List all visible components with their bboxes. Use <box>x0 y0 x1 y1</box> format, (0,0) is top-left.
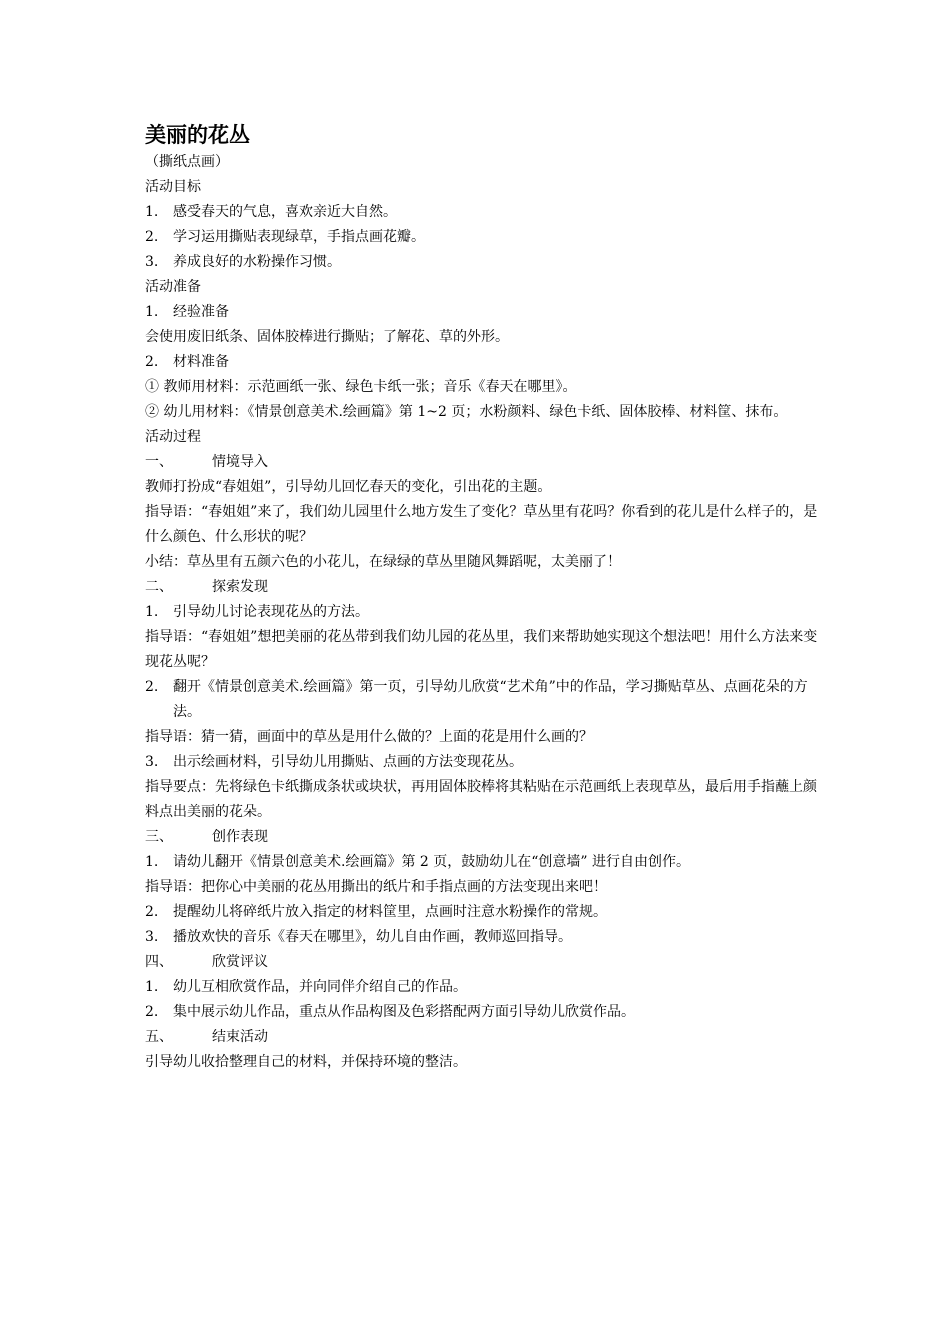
section-number: 四、 <box>145 954 173 970</box>
prep-number: 1. <box>145 304 159 320</box>
section-label: 结束活动 <box>212 1029 268 1045</box>
goal-text: 感受春天的气息，喜欢亲近大自然。 <box>173 204 397 220</box>
section-label: 情境导入 <box>212 454 268 470</box>
section-label: 创作表现 <box>212 829 268 845</box>
paragraph: 教师打扮成“春姐姐”，引导幼儿回忆春天的变化，引出花的主题。 <box>145 479 552 495</box>
section-heading <box>145 575 825 600</box>
item-number: 3. <box>145 929 159 945</box>
list-item <box>145 975 825 1000</box>
goal-item <box>145 250 825 275</box>
section-number: 三、 <box>145 829 173 845</box>
list-item <box>145 1000 825 1025</box>
list-item <box>145 750 825 775</box>
guide-paragraph: 指导要点：先将绿色卡纸撕成条状或块状，再用固体胶棒将其粘贴在示范画纸上表现草丛，最后用手指蘸上颜料点出美丽的花朵。 <box>145 779 817 820</box>
item-text: 翻开《情景创意美术.绘画篇》第一页，引导幼儿欣赏“艺术角”中的作品，学习撕贴草丛、点画花朵的方法。 <box>173 679 808 720</box>
prep-label: 材料准备 <box>173 354 229 370</box>
item-number: 2. <box>145 1004 159 1020</box>
item-text: 提醒幼儿将碎纸片放入指定的材料筐里，点画时注意水粉操作的常规。 <box>173 904 607 920</box>
section-heading <box>145 1025 825 1050</box>
prep-number: 2. <box>145 354 159 370</box>
section-heading <box>145 825 825 850</box>
document-page <box>145 120 825 1075</box>
list-item <box>145 850 825 875</box>
section-number: 一、 <box>145 454 173 470</box>
item-text: 幼儿互相欣赏作品，并向同伴介绍自己的作品。 <box>173 979 467 995</box>
section-heading <box>145 950 825 975</box>
goal-number: 3. <box>145 254 159 270</box>
paragraph: 引导幼儿收拾整理自己的材料，并保持环境的整洁。 <box>145 1054 467 1070</box>
goal-item <box>145 200 825 225</box>
item-text: 播放欢快的音乐《春天在哪里》，幼儿自由作画，教师巡回指导。 <box>173 929 572 945</box>
prep-label: 经验准备 <box>173 304 229 320</box>
prep-heading: 活动准备 <box>145 279 201 295</box>
item-text: 请幼儿翻开《情景创意美术.绘画篇》第 2 页，鼓励幼儿在“创意墙” 进行自由创作。 <box>173 854 691 870</box>
goal-number: 1. <box>145 204 159 220</box>
item-text: 引导幼儿讨论表现花丛的方法。 <box>173 604 369 620</box>
goal-item <box>145 225 825 250</box>
list-item <box>145 600 825 625</box>
prep-material-child: ② 幼儿用材料：《情景创意美术.绘画篇》第 1~2 页；水粉颜料、绿色卡纸、固体胶棒、材料筐、抹布。 <box>145 404 788 420</box>
section-number: 二、 <box>145 579 173 595</box>
guide-paragraph: 指导语：“春姐姐”想把美丽的花丛带到我们幼儿园的花丛里，我们来帮助她实现这个想法吧！用什么方法来变现花丛呢？ <box>145 629 818 670</box>
item-number: 1. <box>145 604 159 620</box>
guide-paragraph: 指导语：把你心中美丽的花丛用撕出的纸片和手指点画的方法变现出来吧！ <box>145 879 607 895</box>
list-item <box>145 900 825 925</box>
prep-experience-label <box>145 300 825 325</box>
item-text: 集中展示幼儿作品，重点从作品构图及色彩搭配两方面引导幼儿欣赏作品。 <box>173 1004 635 1020</box>
guide-paragraph: 指导语：“春姐姐”来了，我们幼儿园里什么地方发生了变化？草丛里有花吗？你看到的花儿是什么样子的，是什么颜色、什么形状的呢？ <box>145 504 818 545</box>
item-number: 2. <box>145 679 159 695</box>
summary-paragraph: 小结：草丛里有五颜六色的小花儿，在绿绿的草丛里随风舞蹈呢，太美丽了！ <box>145 554 621 570</box>
section-number: 五、 <box>145 1029 173 1045</box>
item-number: 2. <box>145 904 159 920</box>
list-item <box>145 675 825 725</box>
prep-experience-text: 会使用废旧纸条、固体胶棒进行撕贴；了解花、草的外形。 <box>145 329 509 345</box>
section-label: 探索发现 <box>212 579 268 595</box>
item-number: 3. <box>145 754 159 770</box>
goals-heading: 活动目标 <box>145 179 201 195</box>
goal-text: 学习运用撕贴表现绿草，手指点画花瓣。 <box>173 229 425 245</box>
prep-material-label <box>145 350 825 375</box>
goal-text: 养成良好的水粉操作习惯。 <box>173 254 341 270</box>
section-label: 欣赏评议 <box>212 954 268 970</box>
document-title: 美丽的花丛 <box>145 123 250 147</box>
goal-number: 2. <box>145 229 159 245</box>
item-number: 1. <box>145 854 159 870</box>
item-number: 1. <box>145 979 159 995</box>
list-item <box>145 925 825 950</box>
subtitle: （撕纸点画） <box>145 154 229 170</box>
prep-material-teacher: ① 教师用材料：示范画纸一张、绿色卡纸一张；音乐《春天在哪里》。 <box>145 379 577 395</box>
section-heading <box>145 450 825 475</box>
guide-paragraph: 指导语：猜一猜，画面中的草丛是用什么做的？上面的花是用什么画的？ <box>145 729 593 745</box>
process-heading: 活动过程 <box>145 429 201 445</box>
item-text: 出示绘画材料，引导幼儿用撕贴、点画的方法变现花丛。 <box>173 754 523 770</box>
